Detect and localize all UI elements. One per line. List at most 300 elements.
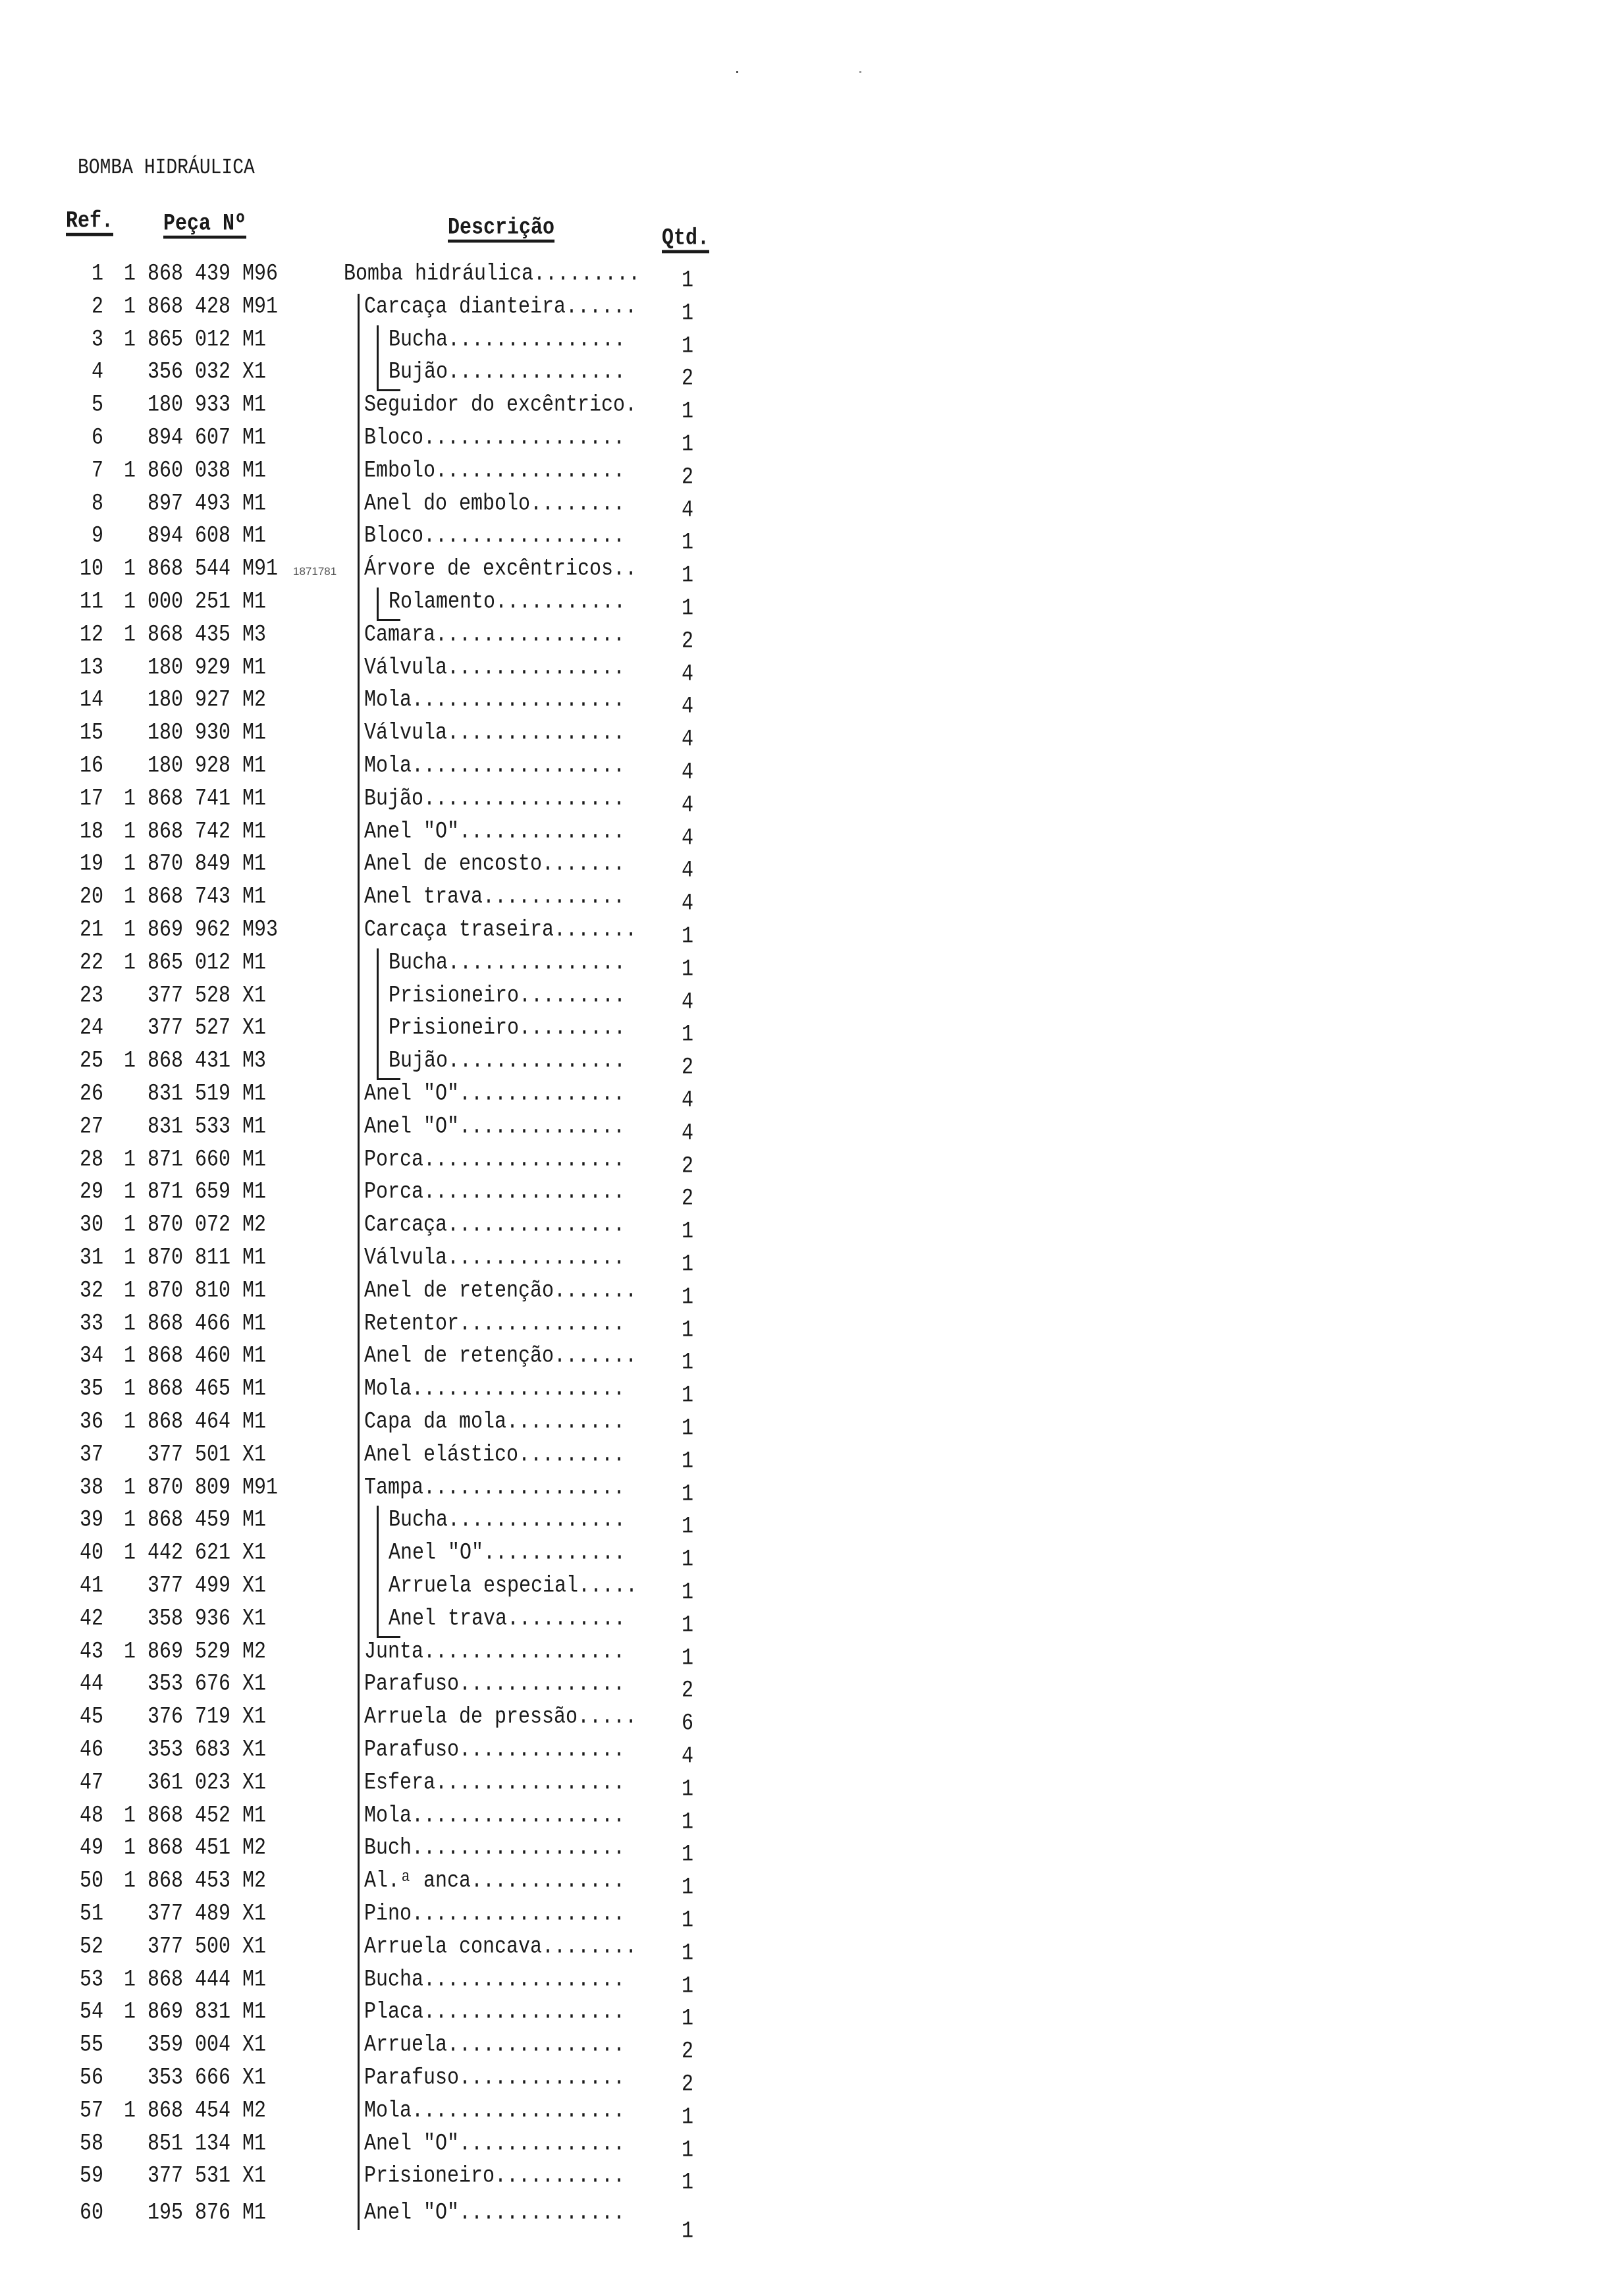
table-row [0, 1966, 790, 2000]
part-description: Bucha............... [389, 1506, 626, 1534]
table-row [0, 686, 790, 721]
part-number: 358 936 X1 [148, 1605, 267, 1633]
table-row [0, 2064, 790, 2098]
ref-number: 44 [79, 1670, 103, 1698]
part-description: Anel trava............ [364, 883, 626, 911]
ref-number: 32 [79, 1277, 103, 1305]
ref-number: 25 [79, 1047, 103, 1075]
quantity: 1 [682, 1874, 694, 1901]
quantity: 4 [682, 1120, 694, 1147]
part-number: 1 868 459 M1 [124, 1506, 267, 1534]
quantity: 1 [682, 562, 694, 589]
part-description: Mola.................. [364, 1802, 626, 1830]
part-number: 1 860 038 M1 [124, 457, 267, 485]
part-description: Carcaça dianteira...... [364, 293, 637, 321]
quantity: 2 [682, 1185, 694, 1213]
part-description: Válvula............... [364, 1244, 626, 1272]
ref-number: 45 [79, 1703, 103, 1731]
quantity: 4 [682, 825, 694, 852]
ref-number: 10 [79, 555, 103, 583]
ref-number: 43 [79, 1638, 103, 1666]
part-number: 180 933 M1 [148, 391, 267, 419]
ref-number: 58 [79, 2130, 103, 2158]
ref-number: 22 [79, 949, 103, 977]
scan-speck [736, 71, 738, 73]
quantity: 2 [682, 2038, 694, 2065]
scan-speck [859, 71, 861, 73]
part-number: 1 870 072 M2 [124, 1211, 267, 1239]
quantity: 1 [682, 1349, 694, 1377]
table-row [0, 1014, 790, 1049]
quantity: 4 [682, 989, 694, 1016]
ref-number: 7 [91, 457, 103, 485]
table-row [0, 1998, 790, 2033]
column-header-qtd: Qtd. [662, 225, 710, 252]
part-description: Anel "O".............. [364, 2130, 626, 2158]
ref-number: 11 [79, 588, 103, 616]
quantity: 1 [682, 398, 694, 425]
part-description: Anel de retenção....... [364, 1277, 637, 1305]
quantity: 4 [682, 792, 694, 819]
part-description: Mola.................. [364, 2097, 626, 2125]
part-number: 1 868 444 M1 [124, 1966, 267, 1994]
table-row [0, 358, 790, 393]
ref-number: 59 [79, 2162, 103, 2190]
part-description: Anel de encosto....... [364, 850, 626, 878]
part-description: Parafuso.............. [364, 2064, 626, 2092]
quantity: 1 [682, 1546, 694, 1573]
quantity: 2 [682, 464, 694, 491]
part-number: 377 501 X1 [148, 1441, 267, 1469]
part-description: Arruela concava........ [364, 1933, 637, 1961]
part-description: Porca................. [364, 1178, 626, 1206]
table-row [0, 1342, 790, 1377]
part-description: Mola.................. [364, 1375, 626, 1403]
quantity: 2 [682, 628, 694, 655]
table-row [0, 522, 790, 557]
table-row [0, 1834, 790, 1869]
quantity: 1 [682, 2169, 694, 2197]
table-row [0, 1703, 790, 1737]
part-description: Bucha................. [364, 1966, 626, 1994]
ref-number: 55 [79, 2031, 103, 2059]
table-row [0, 555, 790, 589]
part-number: 1 868 741 M1 [124, 785, 267, 813]
ref-number: 49 [79, 1834, 103, 1862]
part-number: 831 519 M1 [148, 1080, 267, 1108]
part-number: 180 927 M2 [148, 686, 267, 714]
part-number: 1 868 742 M1 [124, 818, 267, 846]
quantity: 1 [682, 529, 694, 557]
ref-number: 47 [79, 1769, 103, 1797]
ref-number: 35 [79, 1375, 103, 1403]
column-header-descricao: Descrição [448, 214, 555, 242]
ref-number: 1 [91, 260, 103, 288]
table-row [0, 1375, 790, 1409]
part-number: 359 004 X1 [148, 2031, 267, 2059]
ref-number: 26 [79, 1080, 103, 1108]
ref-number: 6 [91, 424, 103, 452]
part-description: Válvula............... [364, 654, 626, 682]
part-description: Mola.................. [364, 752, 626, 780]
part-description: Rolamento........... [389, 588, 626, 616]
ref-number: 2 [91, 293, 103, 321]
part-number: 1 868 464 M1 [124, 1408, 267, 1436]
hierarchy-bracket [377, 1506, 379, 1636]
part-description: Anel "O".............. [364, 1080, 626, 1108]
part-number: 1 868 428 M91 [124, 293, 279, 321]
table-row [0, 2199, 790, 2245]
document-title: BOMBA HIDRÁULICA [78, 156, 255, 180]
table-row [0, 1867, 790, 1901]
table-row [0, 1244, 790, 1278]
part-number: 377 489 X1 [148, 1900, 267, 1928]
part-description: Arruela especial..... [389, 1572, 638, 1600]
part-number: 1 868 453 M2 [124, 1867, 267, 1895]
hierarchy-line-main [358, 294, 360, 2230]
ref-number: 31 [79, 1244, 103, 1272]
ref-number: 53 [79, 1966, 103, 1994]
quantity: 1 [682, 2005, 694, 2033]
table-row [0, 719, 790, 753]
table-row [0, 2031, 790, 2065]
table-row [0, 260, 790, 294]
table-row [0, 982, 790, 1016]
column-header-peca: Peça Nº [163, 210, 247, 238]
part-number: 1 868 452 M1 [124, 1802, 267, 1830]
ref-number: 42 [79, 1605, 103, 1633]
ref-number: 52 [79, 1933, 103, 1961]
quantity: 1 [682, 1645, 694, 1672]
quantity: 1 [682, 1809, 694, 1836]
table-row [0, 949, 790, 983]
part-description: Placa................. [364, 1998, 626, 2026]
ref-number: 4 [91, 358, 103, 386]
ref-number: 41 [79, 1572, 103, 1600]
part-number: 1 865 012 M1 [124, 326, 267, 354]
quantity: 4 [682, 759, 694, 786]
part-description: Prisioneiro......... [389, 982, 626, 1010]
ref-number: 46 [79, 1736, 103, 1764]
hierarchy-bracket-foot [377, 1636, 400, 1638]
quantity: 1 [682, 956, 694, 983]
part-description: Bucha............... [389, 326, 626, 354]
quantity: 4 [682, 661, 694, 688]
part-number: 1 868 451 M2 [124, 1834, 267, 1862]
ref-number: 12 [79, 621, 103, 649]
table-row [0, 2162, 790, 2197]
part-description: Prisioneiro......... [389, 1014, 626, 1042]
part-description: Anel trava.......... [389, 1605, 626, 1633]
quantity: 1 [682, 595, 694, 622]
table-row [0, 1474, 790, 1508]
part-number: 356 032 X1 [148, 358, 267, 386]
quantity: 1 [682, 1021, 694, 1049]
hierarchy-bracket-foot [377, 1078, 400, 1080]
part-description: Anel "O".............. [364, 818, 626, 846]
part-number: 1 868 439 M96 [124, 260, 279, 288]
part-number: 1 870 849 M1 [124, 850, 267, 878]
part-description: Embolo................ [364, 457, 626, 485]
part-number: 894 608 M1 [148, 522, 267, 550]
column-header-ref: Ref. [66, 207, 114, 235]
quantity: 1 [682, 1481, 694, 1508]
ref-number: 17 [79, 785, 103, 813]
table-row [0, 752, 790, 786]
ref-number: 15 [79, 719, 103, 747]
part-number: 1 871 660 M1 [124, 1146, 267, 1174]
table-row [0, 293, 790, 327]
table-row [0, 2097, 790, 2131]
part-number: 376 719 X1 [148, 1703, 267, 1731]
quantity: 1 [682, 2104, 694, 2131]
part-number: 1 869 529 M2 [124, 1638, 267, 1666]
ref-number: 21 [79, 916, 103, 944]
part-description: Anel "O".............. [364, 2199, 626, 2227]
ref-number: 57 [79, 2097, 103, 2125]
part-number: 1 871 659 M1 [124, 1178, 267, 1206]
ref-number: 40 [79, 1539, 103, 1567]
quantity: 1 [682, 923, 694, 950]
quantity: 2 [682, 365, 694, 393]
quantity: 4 [682, 497, 694, 524]
ref-number: 38 [79, 1474, 103, 1502]
quantity: 4 [682, 726, 694, 753]
quantity: 1 [682, 300, 694, 327]
part-number: 1 000 251 M1 [124, 588, 267, 616]
table-row [0, 654, 790, 688]
hierarchy-bracket [377, 948, 379, 1078]
part-number: 353 676 X1 [148, 1670, 267, 1698]
table-row [0, 391, 790, 425]
quantity: 1 [682, 2137, 694, 2164]
part-number: 1 865 012 M1 [124, 949, 267, 977]
table-row [0, 1900, 790, 1934]
part-description: Bujão............... [389, 1047, 626, 1075]
quantity: 1 [682, 1284, 694, 1311]
hierarchy-bracket-foot [377, 619, 400, 621]
part-number: 1 868 431 M3 [124, 1047, 267, 1075]
handwritten-note: 1871781 [293, 565, 337, 578]
part-number: 377 531 X1 [148, 2162, 267, 2190]
ref-number: 19 [79, 850, 103, 878]
quantity: 4 [682, 1743, 694, 1770]
part-description: Arruela de pressão..... [364, 1703, 637, 1731]
table-row [0, 1310, 790, 1344]
quantity: 1 [682, 1940, 694, 1967]
part-number: 1 869 831 M1 [124, 1998, 267, 2026]
quantity: 1 [682, 1776, 694, 1803]
table-row [0, 883, 790, 917]
part-description: Pino.................. [364, 1900, 626, 1928]
quantity: 1 [682, 1973, 694, 2000]
part-description: Anel de retenção....... [364, 1342, 637, 1370]
table-row [0, 1506, 790, 1541]
part-description: Anel "O"............ [389, 1539, 626, 1567]
part-number: 377 499 X1 [148, 1572, 267, 1600]
quantity: 4 [682, 890, 694, 917]
quantity: 1 [682, 1448, 694, 1475]
part-description: Arruela............... [364, 2031, 626, 2059]
ref-number: 36 [79, 1408, 103, 1436]
part-number: 180 928 M1 [148, 752, 267, 780]
table-row [0, 1080, 790, 1114]
part-description: Anel elástico......... [364, 1441, 626, 1469]
part-description: Carcaça............... [364, 1211, 626, 1239]
table-row [0, 1769, 790, 1803]
part-number: 377 500 X1 [148, 1933, 267, 1961]
part-number: 831 533 M1 [148, 1113, 267, 1141]
ref-number: 34 [79, 1342, 103, 1370]
quantity: 1 [682, 2218, 694, 2245]
part-description: Camara................ [364, 621, 626, 649]
quantity: 2 [682, 1054, 694, 1081]
ref-number: 27 [79, 1113, 103, 1141]
table-row [0, 1670, 790, 1705]
quantity: 1 [682, 1612, 694, 1639]
quantity: 1 [682, 1841, 694, 1869]
table-row [0, 1539, 790, 1573]
quantity: 2 [682, 1677, 694, 1705]
part-description: Al.ᵃ anca............. [364, 1867, 626, 1895]
quantity: 1 [682, 1415, 694, 1442]
ref-number: 23 [79, 982, 103, 1010]
quantity: 1 [682, 431, 694, 458]
part-description: Bucha............... [389, 949, 626, 977]
part-number: 377 527 X1 [148, 1014, 267, 1042]
ref-number: 51 [79, 1900, 103, 1928]
quantity: 2 [682, 1153, 694, 1180]
table-row [0, 850, 790, 885]
part-number: 377 528 X1 [148, 982, 267, 1010]
ref-number: 54 [79, 1998, 103, 2026]
part-number: 195 876 M1 [148, 2199, 267, 2227]
part-description: Bloco................. [364, 522, 626, 550]
part-description: Bujão................. [364, 785, 626, 813]
ref-number: 16 [79, 752, 103, 780]
quantity: 2 [682, 2071, 694, 2098]
part-description: Tampa................. [364, 1474, 626, 1502]
ref-number: 37 [79, 1441, 103, 1469]
table-row [0, 1277, 790, 1311]
part-number: 361 023 X1 [148, 1769, 267, 1797]
table-row [0, 1113, 790, 1147]
table-row [0, 1802, 790, 1836]
part-number: 1 868 460 M1 [124, 1342, 267, 1370]
quantity: 1 [682, 1251, 694, 1278]
table-row [0, 1408, 790, 1442]
part-number: 897 493 M1 [148, 490, 267, 518]
ref-number: 9 [91, 522, 103, 550]
table-row [0, 1178, 790, 1213]
ref-number: 30 [79, 1211, 103, 1239]
hierarchy-bracket [377, 588, 379, 619]
ref-number: 48 [79, 1802, 103, 1830]
part-number: 1 870 810 M1 [124, 1277, 267, 1305]
part-number: 1 870 809 M91 [124, 1474, 279, 1502]
ref-number: 8 [91, 490, 103, 518]
part-number: 353 666 X1 [148, 2064, 267, 2092]
part-description: Árvore de excêntricos.. [364, 555, 637, 583]
part-description: Prisioneiro........... [364, 2162, 626, 2190]
part-number: 851 134 M1 [148, 2130, 267, 2158]
ref-number: 24 [79, 1014, 103, 1042]
table-row [0, 1441, 790, 1475]
table-row [0, 490, 790, 524]
part-description: Bomba hidráulica......... [344, 260, 641, 288]
table-row [0, 424, 790, 458]
part-number: 353 683 X1 [148, 1736, 267, 1764]
part-number: 1 442 621 X1 [124, 1539, 267, 1567]
hierarchy-bracket [377, 325, 379, 389]
ref-number: 5 [91, 391, 103, 419]
table-row [0, 1572, 790, 1606]
part-number: 1 869 962 M93 [124, 916, 279, 944]
ref-number: 3 [91, 326, 103, 354]
part-number: 1 868 454 M2 [124, 2097, 267, 2125]
quantity: 1 [682, 1907, 694, 1934]
part-number: 180 929 M1 [148, 654, 267, 682]
table-row [0, 1211, 790, 1245]
quantity: 1 [682, 1513, 694, 1541]
part-number: 1 868 544 M91 [124, 555, 279, 583]
part-number: 894 607 M1 [148, 424, 267, 452]
table-row [0, 1933, 790, 1967]
part-description: Anel do embolo........ [364, 490, 626, 518]
quantity: 1 [682, 1218, 694, 1245]
part-description: Parafuso.............. [364, 1736, 626, 1764]
quantity: 1 [682, 1382, 694, 1409]
table-row [0, 326, 790, 360]
part-description: Anel "O".............. [364, 1113, 626, 1141]
table-row [0, 1605, 790, 1639]
part-number: 1 868 465 M1 [124, 1375, 267, 1403]
ref-number: 50 [79, 1867, 103, 1895]
table-row [0, 785, 790, 819]
table-row [0, 2130, 790, 2164]
ref-number: 29 [79, 1178, 103, 1206]
part-description: Buch.................. [364, 1834, 626, 1862]
hierarchy-bracket-foot [377, 389, 400, 391]
ref-number: 56 [79, 2064, 103, 2092]
part-number: 1 868 743 M1 [124, 883, 267, 911]
quantity: 1 [682, 1579, 694, 1606]
ref-number: 60 [79, 2199, 103, 2227]
part-description: Capa da mola.......... [364, 1408, 626, 1436]
part-number: 1 868 466 M1 [124, 1310, 267, 1338]
part-description: Bujão............... [389, 358, 626, 386]
table-row [0, 1638, 790, 1672]
quantity: 6 [682, 1710, 694, 1737]
quantity: 4 [682, 693, 694, 721]
ref-number: 18 [79, 818, 103, 846]
part-description: Porca................. [364, 1146, 626, 1174]
part-description: Seguidor do excêntrico. [364, 391, 637, 419]
part-number: 180 930 M1 [148, 719, 267, 747]
table-row [0, 588, 790, 622]
table-row [0, 457, 790, 491]
part-description: Carcaça traseira....... [364, 916, 637, 944]
part-description: Retentor.............. [364, 1310, 626, 1338]
part-description: Esfera................ [364, 1769, 626, 1797]
part-number: 1 870 811 M1 [124, 1244, 267, 1272]
part-description: Bloco................. [364, 424, 626, 452]
quantity: 1 [682, 267, 694, 294]
table-row [0, 1146, 790, 1180]
part-description: Mola.................. [364, 686, 626, 714]
ref-number: 28 [79, 1146, 103, 1174]
table-row [0, 916, 790, 950]
